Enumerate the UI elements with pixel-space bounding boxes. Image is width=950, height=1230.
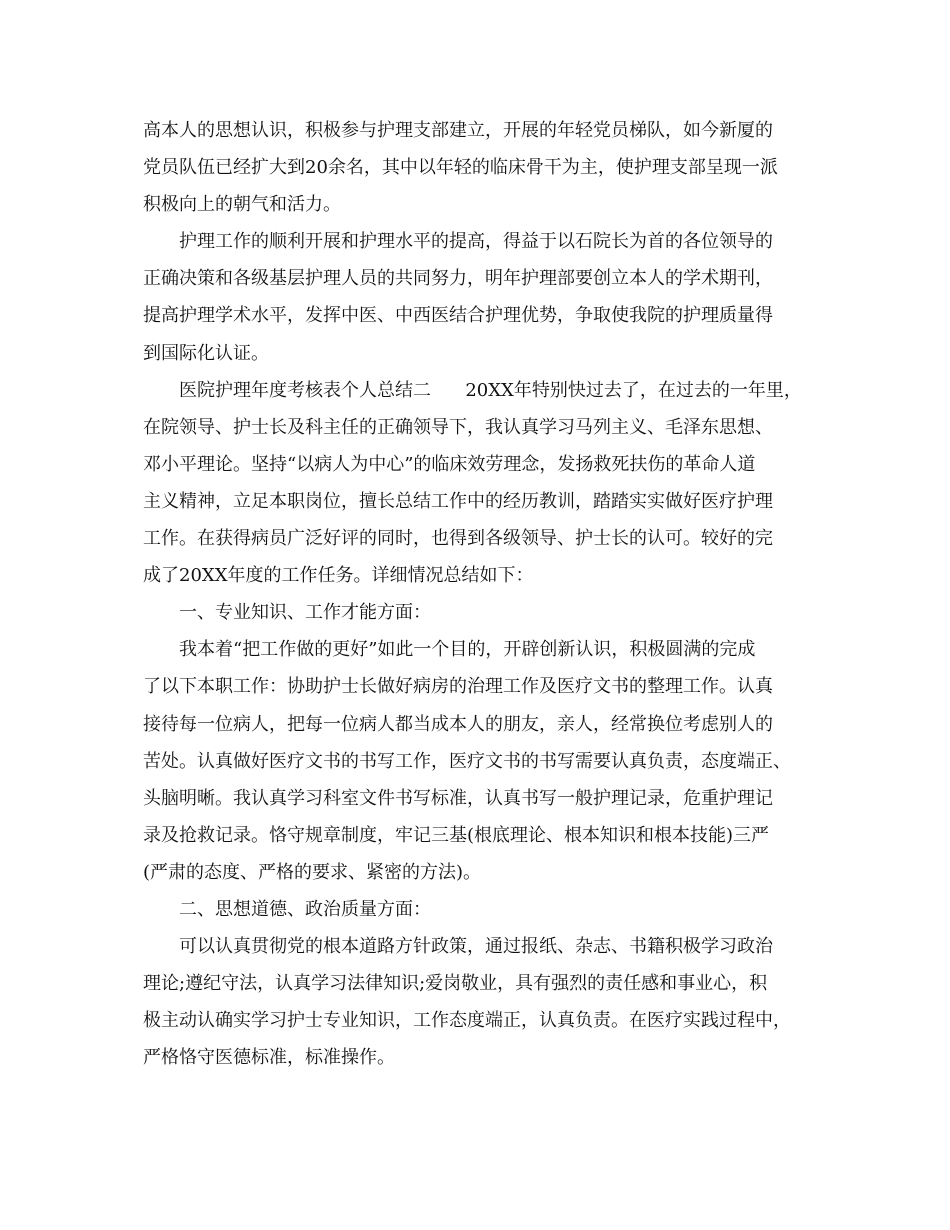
text-line: 党员队伍已经扩大到20余名，其中以年轻的临床骨干为主，使护理支部呈现一派 bbox=[143, 157, 778, 179]
text-line: 我本着“把工作做的更好”如此一个目的，开辟创新认识，积极圆满的完成 bbox=[179, 639, 756, 661]
text-line: (严肃的态度、严格的要求、紧密的方法)。 bbox=[143, 861, 482, 883]
text-line: 接待每一位病人，把每一位病人都当成本人的朋友，亲人，经常换位考虑别人的 bbox=[143, 713, 773, 735]
text-line: 在院领导、护士长及科主任的正确领导下，我认真学习马列主义、毛泽东思想、 bbox=[143, 416, 773, 438]
section-title-line: 医院护理年度考核表个人总结二 20XX年特别快过去了，在过去的一年里， bbox=[179, 379, 802, 401]
text-line: 了以下本职工作：协助护士长做好病房的治理工作及医疗文书的整理工作。认真 bbox=[143, 676, 773, 698]
text-line: 可以认真贯彻党的根本道路方针政策，通过报纸、杂志、书籍积极学习政治 bbox=[179, 936, 773, 958]
text-line: 苦处。认真做好医疗文书的书写工作，医疗文书的书写需要认真负责，态度端正、 bbox=[143, 750, 791, 772]
text-line: 提高护理学术水平，发挥中医、中西医结合护理优势，争取使我院的护理质量得 bbox=[143, 305, 773, 327]
text-line: 头脑明晰。我认真学习科室文件书写标准，认真书写一般护理记录，危重护理记 bbox=[143, 787, 773, 809]
text-line: 积极向上的朝气和活力。 bbox=[143, 194, 341, 216]
text-line: 极主动认确实学习护士专业知识，工作态度端正，认真负责。在医疗实践过程中， bbox=[143, 1010, 791, 1032]
text-line: 邓小平理论。坚持“以病人为中心”的临床效劳理念，发扬救死扶伤的革命人道 bbox=[143, 453, 756, 475]
text-line: 工作。在获得病员广泛好评的同时，也得到各级领导、护士长的认可。较好的完 bbox=[143, 528, 773, 550]
section-heading: 一、专业知识、工作才能方面： bbox=[179, 602, 431, 624]
text-line: 高本人的思想认识，积极参与护理支部建立，开展的年轻党员梯队，如今新厦的 bbox=[143, 120, 773, 141]
text-line: 录及抢救记录。恪守规章制度，牢记三基(根底理论、根本知识和根本技能)三严 bbox=[143, 824, 770, 846]
text-line: 严格恪守医德标准，标准操作。 bbox=[143, 1047, 395, 1069]
document-body bbox=[143, 112, 813, 1076]
text-line: 理论;遵纪守法，认真学习法律知识;爱岗敬业，具有强烈的责任感和事业心，积 bbox=[143, 973, 768, 995]
text-line: 到国际化认证。 bbox=[143, 342, 269, 364]
text-line: 主义精神，立足本职岗位，擅长总结工作中的经历教训，踏踏实实做好医疗护理 bbox=[143, 490, 773, 512]
text-line: 成了20XX年度的工作任务。详细情况总结如下： bbox=[143, 565, 534, 587]
text-line: 护理工作的顺利开展和护理水平的提高，得益于以石院长为首的各位领导的 bbox=[179, 231, 773, 253]
section-heading: 二、思想道德、政治质量方面： bbox=[179, 898, 431, 920]
text-line: 正确决策和各级基层护理人员的共同努力，明年护理部要创立本人的学术期刊， bbox=[143, 268, 773, 290]
